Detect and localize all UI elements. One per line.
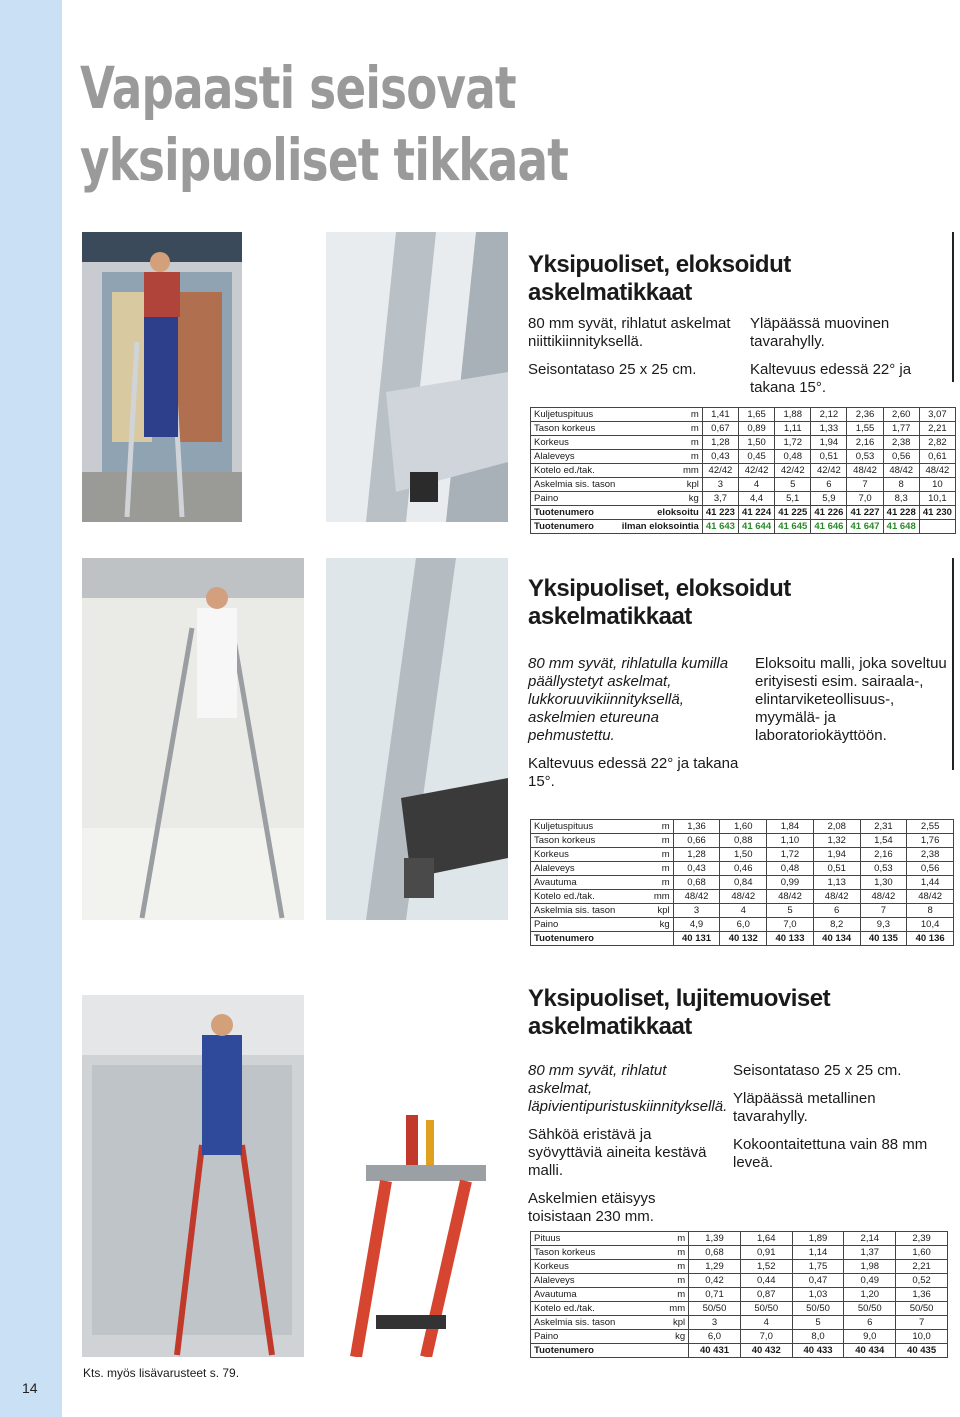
- table-cell: 1,41: [702, 408, 738, 422]
- table-cell: 0,51: [811, 450, 847, 464]
- row-label: Tason korkeus: [531, 1246, 657, 1260]
- table-cell: 8: [883, 478, 919, 492]
- row-label: Korkeus: [531, 436, 619, 450]
- divider-line-1: [952, 232, 954, 382]
- table-cell: 8: [907, 904, 954, 918]
- table-cell: 2,39: [896, 1232, 948, 1246]
- table-cell: 0,53: [847, 450, 883, 464]
- table-cell: 7,0: [740, 1330, 792, 1344]
- table-cell: 0,56: [907, 862, 954, 876]
- table-cell: 1,13: [813, 876, 860, 890]
- row-unit: kpl: [644, 904, 673, 918]
- page-title-line-2: yksipuoliset tikkaat: [80, 126, 569, 194]
- table-row: [531, 1302, 948, 1316]
- photo-ladder-detail-1: [326, 232, 508, 522]
- table-cell: 40 134: [813, 932, 860, 946]
- table-row: [531, 1316, 948, 1330]
- table-row: [531, 422, 956, 436]
- table-cell: 0,51: [813, 862, 860, 876]
- table-cell: 0,91: [740, 1246, 792, 1260]
- section-2-spec-table: [530, 819, 954, 946]
- row-unit: m: [644, 820, 673, 834]
- table-cell: 50/50: [689, 1302, 741, 1316]
- table-cell: 0,99: [767, 876, 814, 890]
- page-number: 14: [22, 1380, 38, 1396]
- table-row: [531, 834, 954, 848]
- row-unit: kpl: [619, 478, 703, 492]
- table-row: [531, 478, 956, 492]
- table-cell: 50/50: [792, 1302, 844, 1316]
- table-cell: 9,0: [844, 1330, 896, 1344]
- table-cell: 0,88: [720, 834, 767, 848]
- table-cell: 1,64: [740, 1232, 792, 1246]
- table-cell: 48/42: [720, 890, 767, 904]
- table-cell: 2,38: [883, 436, 919, 450]
- row-unit: m: [657, 1288, 689, 1302]
- divider-line-2: [952, 558, 954, 770]
- table-cell: 6: [813, 904, 860, 918]
- row-unit: m: [644, 834, 673, 848]
- table-row: [531, 1288, 948, 1302]
- table-cell: 8,0: [792, 1330, 844, 1344]
- page-title: [80, 52, 568, 196]
- table-cell: 42/42: [811, 464, 847, 478]
- row-label: Korkeus: [531, 1260, 657, 1274]
- table-cell: 2,21: [896, 1260, 948, 1274]
- table-cell: 1,77: [883, 422, 919, 436]
- row-label: Askelmia sis. tason: [531, 478, 619, 492]
- table-row: [531, 918, 954, 932]
- row-label: Askelmia sis. tason: [531, 904, 645, 918]
- row-unit: [657, 1344, 689, 1358]
- row-unit: eloksoitu: [619, 506, 703, 520]
- table-cell: 7: [860, 904, 907, 918]
- table-cell: 1,28: [673, 848, 720, 862]
- table-cell: 42/42: [775, 464, 811, 478]
- row-label: Tason korkeus: [531, 834, 645, 848]
- table-cell: 4,9: [673, 918, 720, 932]
- table-cell: 1,36: [673, 820, 720, 834]
- table-cell: 6,0: [689, 1330, 741, 1344]
- photo-woman-on-ladder-pharmacy: [82, 558, 304, 920]
- table-cell: 48/42: [673, 890, 720, 904]
- table-row: [531, 1274, 948, 1288]
- table-cell: 41 223: [702, 506, 738, 520]
- table-cell: 2,16: [860, 848, 907, 862]
- table-cell: 10,0: [896, 1330, 948, 1344]
- table-cell: 1,84: [767, 820, 814, 834]
- table-cell: 41 647: [847, 520, 883, 534]
- table-cell: 0,46: [720, 862, 767, 876]
- table-cell: 4,4: [739, 492, 775, 506]
- table-cell: 2,55: [907, 820, 954, 834]
- table-cell: 1,65: [739, 408, 775, 422]
- table-row: [531, 904, 954, 918]
- table-cell: 2,60: [883, 408, 919, 422]
- table-row: [531, 862, 954, 876]
- row-unit: m: [619, 408, 703, 422]
- row-label: Kuljetuspituus: [531, 408, 619, 422]
- table-cell: 48/42: [847, 464, 883, 478]
- table-cell: 50/50: [740, 1302, 792, 1316]
- section-1-description-left: 80 mm syvät, rihlatut askelmat niittikiinnityksellä. Seisontataso 25 x 25 cm.: [528, 315, 731, 378]
- photo-ladder-detail-2: [326, 558, 508, 920]
- table-cell: 40 431: [689, 1344, 741, 1358]
- table-cell: 0,44: [740, 1274, 792, 1288]
- table-cell: 1,32: [813, 834, 860, 848]
- section-1-title: Yksipuoliset, eloksoidut askelmatikkaat: [528, 251, 791, 306]
- row-label: Alaleveys: [531, 1274, 657, 1288]
- table-cell: 48/42: [767, 890, 814, 904]
- table-row: [531, 876, 954, 890]
- table-cell: 42/42: [739, 464, 775, 478]
- table-cell: 2,31: [860, 820, 907, 834]
- table-cell: 4: [720, 904, 767, 918]
- row-label: Alaleveys: [531, 450, 619, 464]
- table-cell: 1,14: [792, 1246, 844, 1260]
- table-cell: 1,37: [844, 1246, 896, 1260]
- table-cell: 10,4: [907, 918, 954, 932]
- row-label: Kotelo ed./tak.: [531, 890, 645, 904]
- table-cell: 41 226: [811, 506, 847, 520]
- table-row: [531, 1246, 948, 1260]
- table-cell: 40 432: [740, 1344, 792, 1358]
- table-cell: 3: [689, 1316, 741, 1330]
- table-row: [531, 450, 956, 464]
- row-unit: m: [657, 1260, 689, 1274]
- table-row: [531, 436, 956, 450]
- table-cell: 5: [767, 904, 814, 918]
- table-cell: 6: [811, 478, 847, 492]
- table-cell: 6,0: [720, 918, 767, 932]
- table-cell: 0,43: [673, 862, 720, 876]
- table-cell: 5,9: [811, 492, 847, 506]
- row-label: Avautuma: [531, 876, 645, 890]
- row-label: Paino: [531, 1330, 657, 1344]
- table-cell: 0,43: [702, 450, 738, 464]
- table-cell: 1,55: [847, 422, 883, 436]
- table-cell: 40 434: [844, 1344, 896, 1358]
- table-cell: 1,88: [775, 408, 811, 422]
- table-cell: 1,50: [739, 436, 775, 450]
- table-cell: 40 433: [792, 1344, 844, 1358]
- table-cell: 0,67: [702, 422, 738, 436]
- section-2-description-right: Eloksoitu malli, joka soveltuu erityisesti esim. sairaala-, elintarviketeollisuus-, myymälä- ja laboratoriokäyttöön.: [755, 655, 947, 744]
- row-unit: m: [657, 1232, 689, 1246]
- footnote: Kts. myös lisävarusteet s. 79.: [83, 1366, 240, 1380]
- table-cell: 41 645: [775, 520, 811, 534]
- table-row: [531, 1232, 948, 1246]
- table-cell: 1,20: [844, 1288, 896, 1302]
- table-cell: 2,38: [907, 848, 954, 862]
- table-cell: 10,1: [919, 492, 955, 506]
- section-3-description-left: 80 mm syvät, rihlatut askelmat, läpivientipuristuskiinnityksellä. Sähköä eristävä ja syövyttäviä aineita kestävä malli. Askelmien etäisyys toisistaan 230 mm.: [528, 1062, 728, 1225]
- section-2-title: Yksipuoliset, eloksoidut askelmatikkaat: [528, 575, 791, 630]
- table-cell: 2,12: [811, 408, 847, 422]
- table-cell: 41 646: [811, 520, 847, 534]
- photo-ladder-detail-3: [326, 995, 508, 1357]
- table-row: [531, 464, 956, 478]
- table-cell: 9,3: [860, 918, 907, 932]
- table-cell: 10: [919, 478, 955, 492]
- table-cell: 4: [740, 1316, 792, 1330]
- table-cell: 3,7: [702, 492, 738, 506]
- row-unit: kg: [644, 918, 673, 932]
- table-cell: 0,48: [775, 450, 811, 464]
- table-cell: 41 224: [739, 506, 775, 520]
- table-cell: 0,53: [860, 862, 907, 876]
- table-cell: 1,94: [811, 436, 847, 450]
- section-3-spec-table: [530, 1231, 948, 1358]
- row-label: Paino: [531, 492, 619, 506]
- row-label: Tuotenumero: [531, 520, 619, 534]
- table-cell: 2,36: [847, 408, 883, 422]
- table-cell: 0,68: [689, 1246, 741, 1260]
- table-cell: 40 136: [907, 932, 954, 946]
- row-label: Tason korkeus: [531, 422, 619, 436]
- row-unit: mm: [657, 1302, 689, 1316]
- table-cell: 1,60: [896, 1246, 948, 1260]
- table-row: [531, 820, 954, 834]
- row-unit: mm: [644, 890, 673, 904]
- section-2-description-left: 80 mm syvät, rihlatulla kumilla päällystetyt askelmat, lukkoruuvikiinnityksellä, askelmien etureuna pehmustettu. Kaltevuus edessä 22° ja takana 15°.: [528, 655, 739, 790]
- table-cell: 1,36: [896, 1288, 948, 1302]
- table-cell: 1,11: [775, 422, 811, 436]
- table-row: [531, 932, 954, 946]
- row-label: Paino: [531, 918, 645, 932]
- row-unit: ilman eloksointia: [619, 520, 703, 534]
- section-1-description-right: Yläpäässä muovinen tavarahylly. Kaltevuus edessä 22° ja takana 15°.: [750, 315, 912, 396]
- table-cell: 0,45: [739, 450, 775, 464]
- table-cell: 41 643: [702, 520, 738, 534]
- row-unit: m: [619, 450, 703, 464]
- table-cell: 0,56: [883, 450, 919, 464]
- table-cell: 0,68: [673, 876, 720, 890]
- row-unit: mm: [619, 464, 703, 478]
- photo-man-on-fiberglass-ladder: [82, 995, 304, 1357]
- table-cell: 1,72: [767, 848, 814, 862]
- table-cell: 40 131: [673, 932, 720, 946]
- table-cell: 2,14: [844, 1232, 896, 1246]
- table-cell: 5: [775, 478, 811, 492]
- table-row: [531, 492, 956, 506]
- table-cell: 40 132: [720, 932, 767, 946]
- table-cell: 3: [673, 904, 720, 918]
- table-cell: 1,10: [767, 834, 814, 848]
- table-cell: 41 228: [883, 506, 919, 520]
- table-cell: 41 648: [883, 520, 919, 534]
- table-cell: 1,44: [907, 876, 954, 890]
- table-row: [531, 848, 954, 862]
- row-label: Kuljetuspituus: [531, 820, 645, 834]
- table-cell: 3,07: [919, 408, 955, 422]
- table-cell: 1,60: [720, 820, 767, 834]
- row-label: Korkeus: [531, 848, 645, 862]
- table-cell: 48/42: [813, 890, 860, 904]
- table-row: [531, 1330, 948, 1344]
- table-row: [531, 520, 956, 534]
- table-cell: 50/50: [896, 1302, 948, 1316]
- table-cell: 0,47: [792, 1274, 844, 1288]
- table-cell: 40 435: [896, 1344, 948, 1358]
- row-unit: m: [657, 1274, 689, 1288]
- row-unit: m: [619, 436, 703, 450]
- table-row: [531, 506, 956, 520]
- table-cell: 1,50: [720, 848, 767, 862]
- table-cell: 0,61: [919, 450, 955, 464]
- table-cell: 4: [739, 478, 775, 492]
- table-cell: 0,71: [689, 1288, 741, 1302]
- table-cell: 1,33: [811, 422, 847, 436]
- row-unit: kg: [619, 492, 703, 506]
- table-cell: 1,39: [689, 1232, 741, 1246]
- page-title-line-1: Vapaasti seisovat: [80, 54, 516, 122]
- row-label: Tuotenumero: [531, 506, 619, 520]
- table-cell: 0,89: [739, 422, 775, 436]
- table-cell: 0,87: [740, 1288, 792, 1302]
- table-cell: 0,84: [720, 876, 767, 890]
- section-3-title: Yksipuoliset, lujitemuoviset askelmatikkaat: [528, 985, 831, 1040]
- table-cell: 0,66: [673, 834, 720, 848]
- table-cell: 42/42: [702, 464, 738, 478]
- table-cell: 3: [702, 478, 738, 492]
- row-unit: m: [619, 422, 703, 436]
- table-cell: 1,52: [740, 1260, 792, 1274]
- table-cell: 2,16: [847, 436, 883, 450]
- table-cell: 6: [844, 1316, 896, 1330]
- row-unit: m: [644, 876, 673, 890]
- table-cell: 2,82: [919, 436, 955, 450]
- table-cell: 1,94: [813, 848, 860, 862]
- table-cell: 1,28: [702, 436, 738, 450]
- table-cell: 2,08: [813, 820, 860, 834]
- table-cell: 1,98: [844, 1260, 896, 1274]
- table-cell: [919, 520, 955, 534]
- row-label: Askelmia sis. tason: [531, 1316, 657, 1330]
- row-unit: m: [644, 848, 673, 862]
- row-label: Alaleveys: [531, 862, 645, 876]
- table-cell: 5,1: [775, 492, 811, 506]
- photo-man-on-ladder-shop: [82, 232, 242, 522]
- section-1-spec-table: [530, 407, 956, 534]
- table-cell: 1,75: [792, 1260, 844, 1274]
- table-cell: 8,2: [813, 918, 860, 932]
- table-cell: 1,72: [775, 436, 811, 450]
- row-unit: m: [644, 862, 673, 876]
- table-row: [531, 1260, 948, 1274]
- table-cell: 48/42: [919, 464, 955, 478]
- table-cell: 1,29: [689, 1260, 741, 1274]
- table-cell: 41 225: [775, 506, 811, 520]
- table-cell: 40 133: [767, 932, 814, 946]
- table-cell: 0,52: [896, 1274, 948, 1288]
- table-cell: 0,48: [767, 862, 814, 876]
- table-cell: 41 644: [739, 520, 775, 534]
- table-cell: 48/42: [883, 464, 919, 478]
- table-cell: 7,0: [767, 918, 814, 932]
- table-cell: 2,21: [919, 422, 955, 436]
- table-cell: 7: [847, 478, 883, 492]
- table-cell: 1,76: [907, 834, 954, 848]
- table-cell: 48/42: [860, 890, 907, 904]
- table-cell: 5: [792, 1316, 844, 1330]
- table-cell: 1,03: [792, 1288, 844, 1302]
- row-unit: m: [657, 1246, 689, 1260]
- row-label: Pituus: [531, 1232, 657, 1246]
- table-cell: 41 227: [847, 506, 883, 520]
- table-cell: 50/50: [844, 1302, 896, 1316]
- table-cell: 8,3: [883, 492, 919, 506]
- table-cell: 41 230: [919, 506, 955, 520]
- row-label: Avautuma: [531, 1288, 657, 1302]
- table-row: [531, 408, 956, 422]
- row-label: Kotelo ed./tak.: [531, 464, 619, 478]
- side-band: [0, 0, 62, 1417]
- row-label: Kotelo ed./tak.: [531, 1302, 657, 1316]
- table-cell: 0,42: [689, 1274, 741, 1288]
- row-label: Tuotenumero: [531, 932, 645, 946]
- table-row: [531, 1344, 948, 1358]
- row-unit: [644, 932, 673, 946]
- table-cell: 48/42: [907, 890, 954, 904]
- table-cell: 40 135: [860, 932, 907, 946]
- table-cell: 1,54: [860, 834, 907, 848]
- section-3-description-right: Seisontataso 25 x 25 cm. Yläpäässä metallinen tavarahylly. Kokoontaitettuna vain 88 mm leveä.: [733, 1062, 928, 1171]
- table-cell: 7,0: [847, 492, 883, 506]
- table-row: [531, 890, 954, 904]
- table-cell: 1,89: [792, 1232, 844, 1246]
- table-cell: 1,30: [860, 876, 907, 890]
- row-label: Tuotenumero: [531, 1344, 657, 1358]
- row-unit: kg: [657, 1330, 689, 1344]
- table-cell: 7: [896, 1316, 948, 1330]
- table-cell: 0,49: [844, 1274, 896, 1288]
- row-unit: kpl: [657, 1316, 689, 1330]
